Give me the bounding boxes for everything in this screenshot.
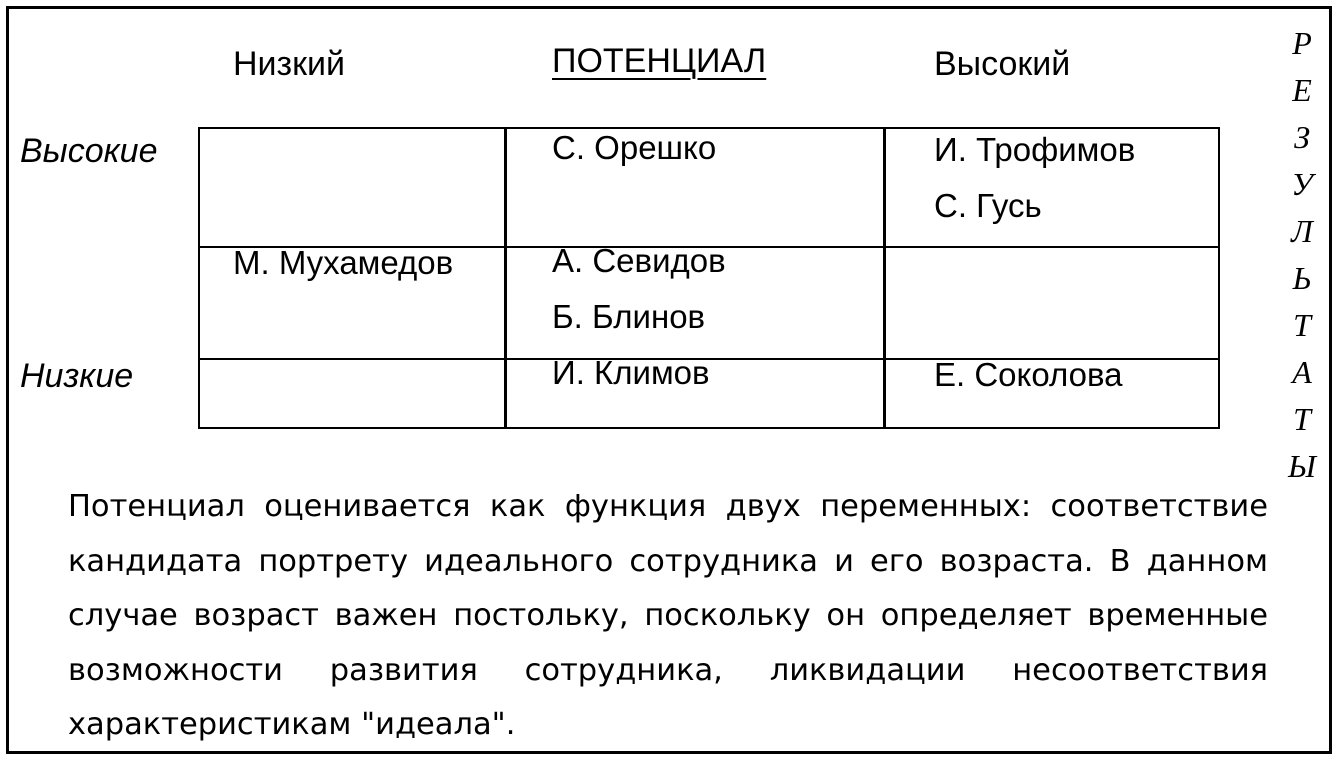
cell-name: Б. Блинов	[552, 298, 706, 335]
cell-name: С. Гусь	[934, 187, 1042, 224]
grid-cell-r2c2	[552, 233, 726, 345]
vertical-letter: Ь	[1292, 260, 1312, 296]
column-header-potential: ПОТЕНЦИАЛ	[552, 42, 767, 80]
vertical-letter: А	[1292, 354, 1312, 390]
vertical-letter: У	[1291, 166, 1313, 202]
column-header-high: Высокий	[934, 45, 1071, 83]
row-label-high: Высокие	[20, 132, 158, 170]
vertical-letter: Р	[1292, 25, 1312, 61]
vertical-letter: Е	[1292, 72, 1312, 108]
cell-name: И. Климов	[552, 354, 710, 391]
cell-name: А. Севидов	[552, 242, 726, 279]
grid-cell-r2c1	[233, 235, 453, 291]
grid-cell-r1c2	[552, 120, 716, 176]
cell-name: М. Мухамедов	[233, 244, 454, 281]
column-header-low: Низкий	[233, 45, 345, 83]
explanation-paragraph: Потенциал оценивается как функция двух переменных: соответствие кандидата портрету идеального сотрудника и его возраста. В данном случае возраст важен постольку, поскольку он определяет временные возможности развития сотрудника, ликвидации несоответствия характеристикам "идеала".	[68, 489, 1268, 742]
vertical-letter: Л	[1291, 213, 1313, 249]
grid-cell-r1c3	[934, 122, 1135, 234]
vertical-letter: Т	[1293, 307, 1311, 343]
vertical-letter: Ы	[1288, 448, 1316, 484]
grid-divider-vertical	[504, 129, 507, 427]
cell-name: И. Трофимов	[934, 131, 1136, 168]
grid-divider-vertical	[883, 129, 886, 427]
grid-cell-r3c2	[552, 345, 710, 401]
cell-name: С. Орешко	[552, 129, 717, 166]
cell-name: Е. Соколова	[934, 356, 1123, 393]
row-label-low: Низкие	[20, 357, 134, 395]
vertical-letter: Т	[1293, 401, 1311, 437]
vertical-letter: З	[1294, 119, 1310, 155]
vertical-results-label	[1280, 20, 1324, 490]
grid-cell-r3c3	[934, 347, 1122, 403]
